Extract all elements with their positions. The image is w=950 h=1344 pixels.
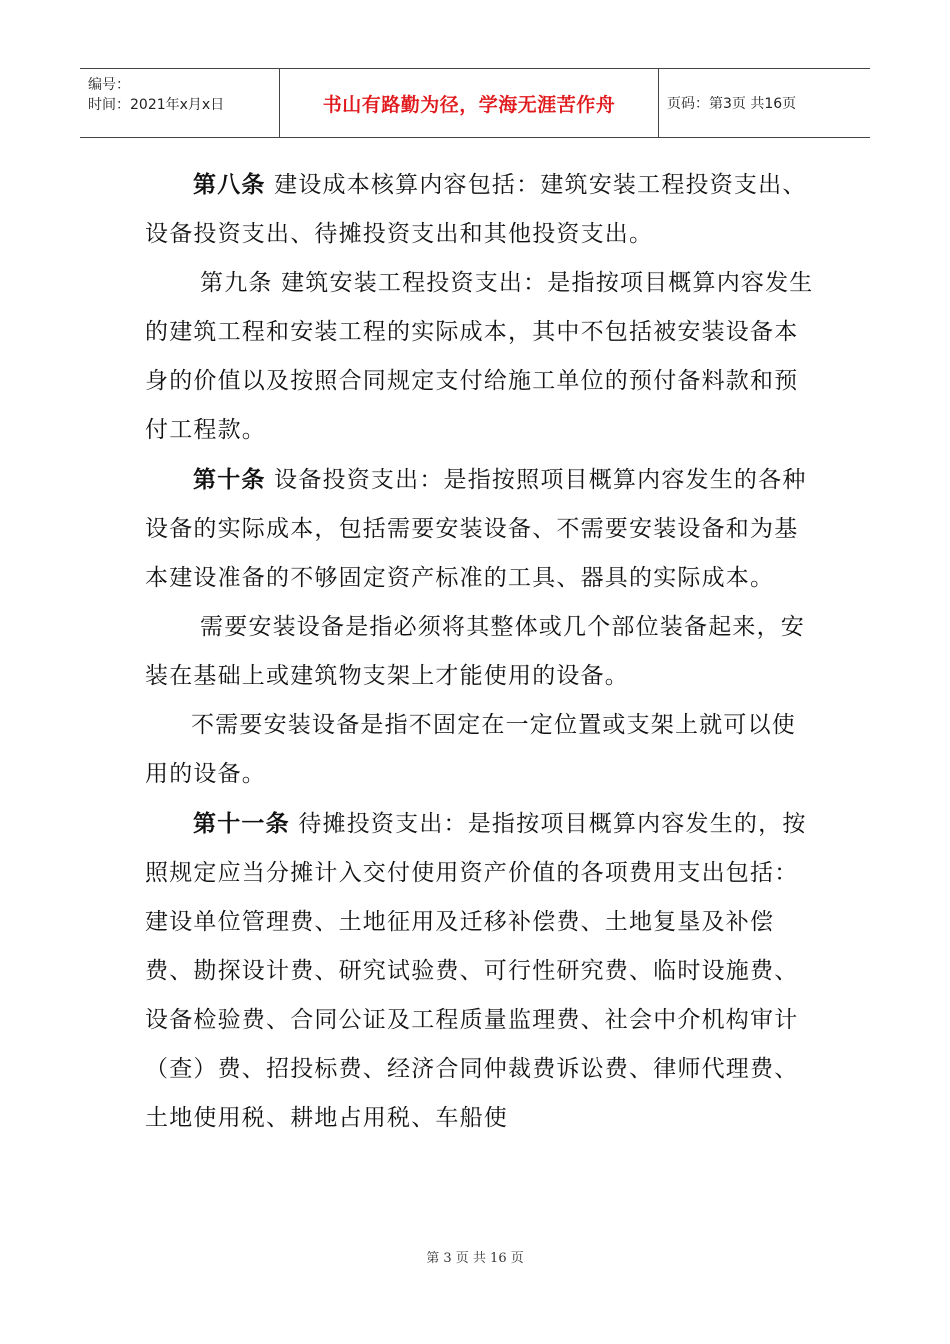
document-body	[145, 160, 815, 1143]
header-motto: 书山有路勤为径，学海无涯苦作舟	[280, 69, 659, 137]
document-time-label: 时间：2021年x月x日	[88, 97, 225, 113]
article-9-text: 第九条 建筑安装工程投资支出：是指按项目概算内容发生的建筑工程和安装工程的实际成本，其中不包括被安装设备本身的价值以及按照合同规定支付给施工单位的预付备料款和预付工程款。	[145, 270, 814, 443]
non-installed-equipment-text: 不需要安装设备是指不固定在一定位置或支架上就可以使用的设备。	[145, 712, 796, 787]
header-page-info: 页码：第3页 共16页	[667, 96, 797, 112]
article-9	[145, 259, 815, 455]
article-10	[145, 455, 815, 603]
header-meta	[80, 69, 280, 137]
document-number-label: 编号：	[88, 77, 130, 93]
article-11	[145, 799, 815, 1143]
non-installed-equipment-definition	[145, 701, 815, 799]
article-11-text: 待摊投资支出：是指按项目概算内容发生的，按照规定应当分摊计入交付使用资产价值的各项费用支出包括：建设单位管理费、土地征用及迁移补偿费、土地复垦及补偿费、勘探设计费、研究试验费、可行性研究费、临时设施费、设备检验费、合同公证及工程质量监理费、社会中介机构审计（查）费、招投标费、经济合同仲裁费诉讼费、律师代理费、土地使用税、耕地占用税、车船使	[145, 811, 807, 1131]
article-8	[145, 160, 815, 259]
article-10-lead: 第十条	[193, 466, 266, 493]
installed-equipment-text: 需要安装设备是指必须将其整体或几个部位装备起来，安装在基础上或建筑物支架上才能使用的设备。	[145, 614, 805, 689]
article-8-text: 建设成本核算内容包括：建筑安装工程投资支出、设备投资支出、待摊投资支出和其他投资支出。	[145, 172, 807, 247]
article-11-lead: 第十一条	[193, 810, 290, 837]
installed-equipment-definition	[145, 603, 815, 701]
page-footer: 第 3 页 共 16 页	[426, 1251, 524, 1266]
article-10-text: 设备投资支出：是指按照项目概算内容发生的各种设备的实际成本，包括需要安装设备、不需要安装设备和为基本建设准备的不够固定资产标准的工具、器具的实际成本。	[145, 467, 807, 591]
page-header	[80, 68, 870, 138]
article-8-lead: 第八条	[193, 171, 266, 198]
